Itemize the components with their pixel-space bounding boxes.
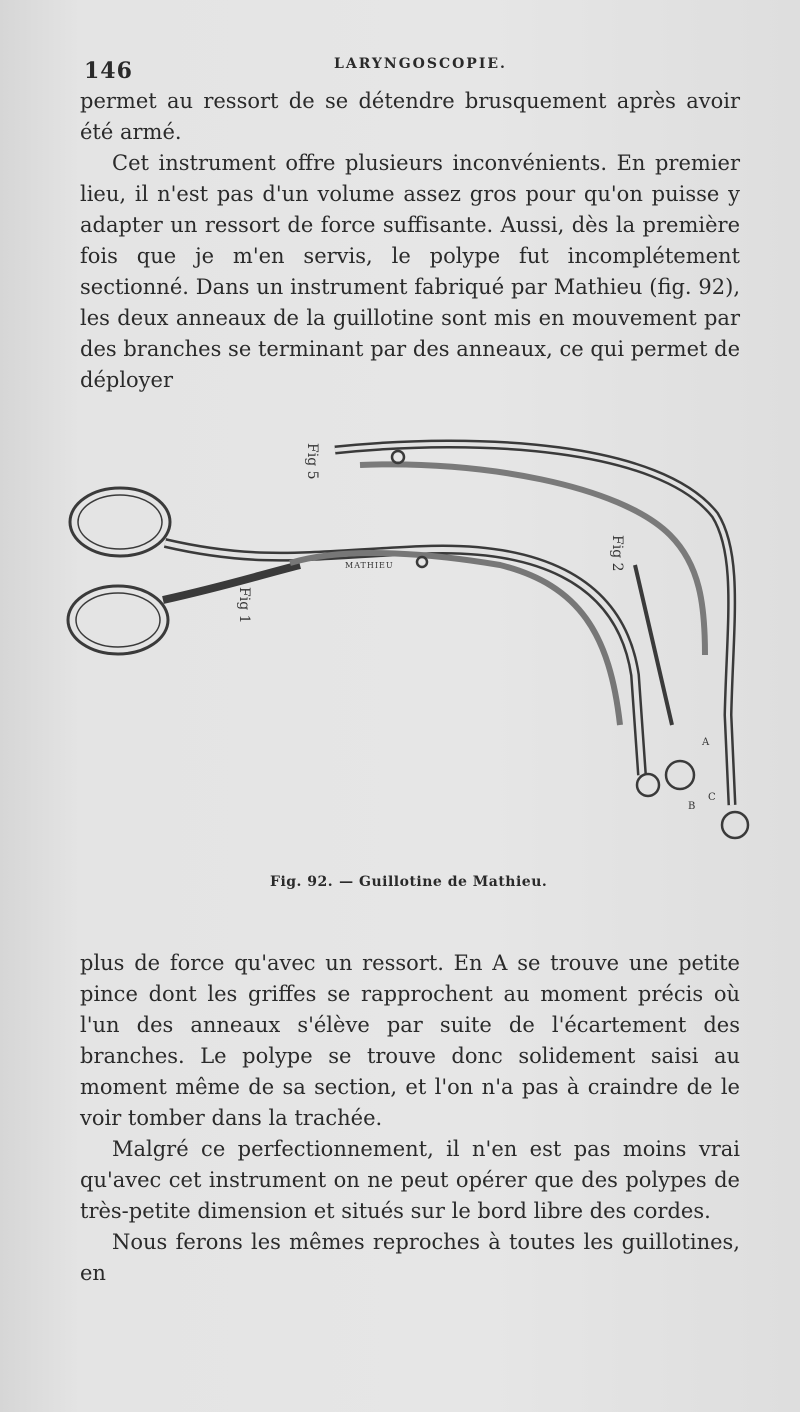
page-header <box>84 54 744 84</box>
figure-guillotine-illustration <box>60 425 760 845</box>
maker-stamp: MATHIEU <box>345 561 394 570</box>
lower-finger-ring <box>68 586 168 654</box>
text-block-bottom <box>80 948 740 1289</box>
running-title: LARYNGOSCOPIE. <box>334 56 507 72</box>
upper-finger-ring <box>70 488 170 556</box>
fig1-tip-ring <box>637 774 659 796</box>
fig2-label: Fig 2 <box>609 535 625 572</box>
caption-number: Fig. 92. <box>270 874 334 890</box>
paragraph: Nous ferons les mêmes reproches à toutes les guillotines, en <box>80 1230 740 1285</box>
fig1-label: Fig 1 <box>236 587 252 624</box>
page-number: 146 <box>84 58 133 84</box>
fig5-tip-ring <box>722 812 748 838</box>
caption-text: — Guillotine de Mathieu. <box>339 874 548 890</box>
figure-caption <box>270 874 553 890</box>
letter-b: B <box>688 801 696 812</box>
paragraph: Malgré ce perfectionnement, il n'en est pas moins vrai qu'avec cet instrument on ne peut opérer que des polypes de très-petite dimension et situés sur le bord libre des cordes. <box>80 1137 740 1223</box>
fig2-tip-ring <box>666 761 694 789</box>
fig5-label: Fig 5 <box>304 443 320 480</box>
guillotine-drawing <box>60 425 760 845</box>
text-block-top <box>80 86 740 396</box>
letter-a: A <box>702 737 710 748</box>
paragraph: permet au ressort de se détendre brusquement après avoir été armé. <box>80 89 740 144</box>
fig5-shaft <box>335 444 732 805</box>
paragraph: Cet instrument offre plusieurs inconvénients. En premier lieu, il n'est pas d'un volume assez gros pour qu'on puisse y adapter un ressort de force suffisante. Aussi, dès la première fois que je m'en servis, le polype fut incomplétement sectionné. Dans un instrument fabriqué par Mathieu (fig. 92), les deux anneaux de la guillotine sont mis en mouvement par des branches se terminant par des anneaux, ce qui permet de déployer <box>80 151 740 392</box>
letter-c: C <box>708 792 716 803</box>
paragraph: plus de force qu'avec un ressort. En A se trouve une petite pince dont les griffes se rapprochent au moment précis où l'un des anneaux s'élève par suite de l'écartement des branches. Le polype se trouve donc solidement saisi au moment même de sa section, et l'on n'a pas à craindre de le voir tomber dans la trachée. <box>80 951 740 1130</box>
